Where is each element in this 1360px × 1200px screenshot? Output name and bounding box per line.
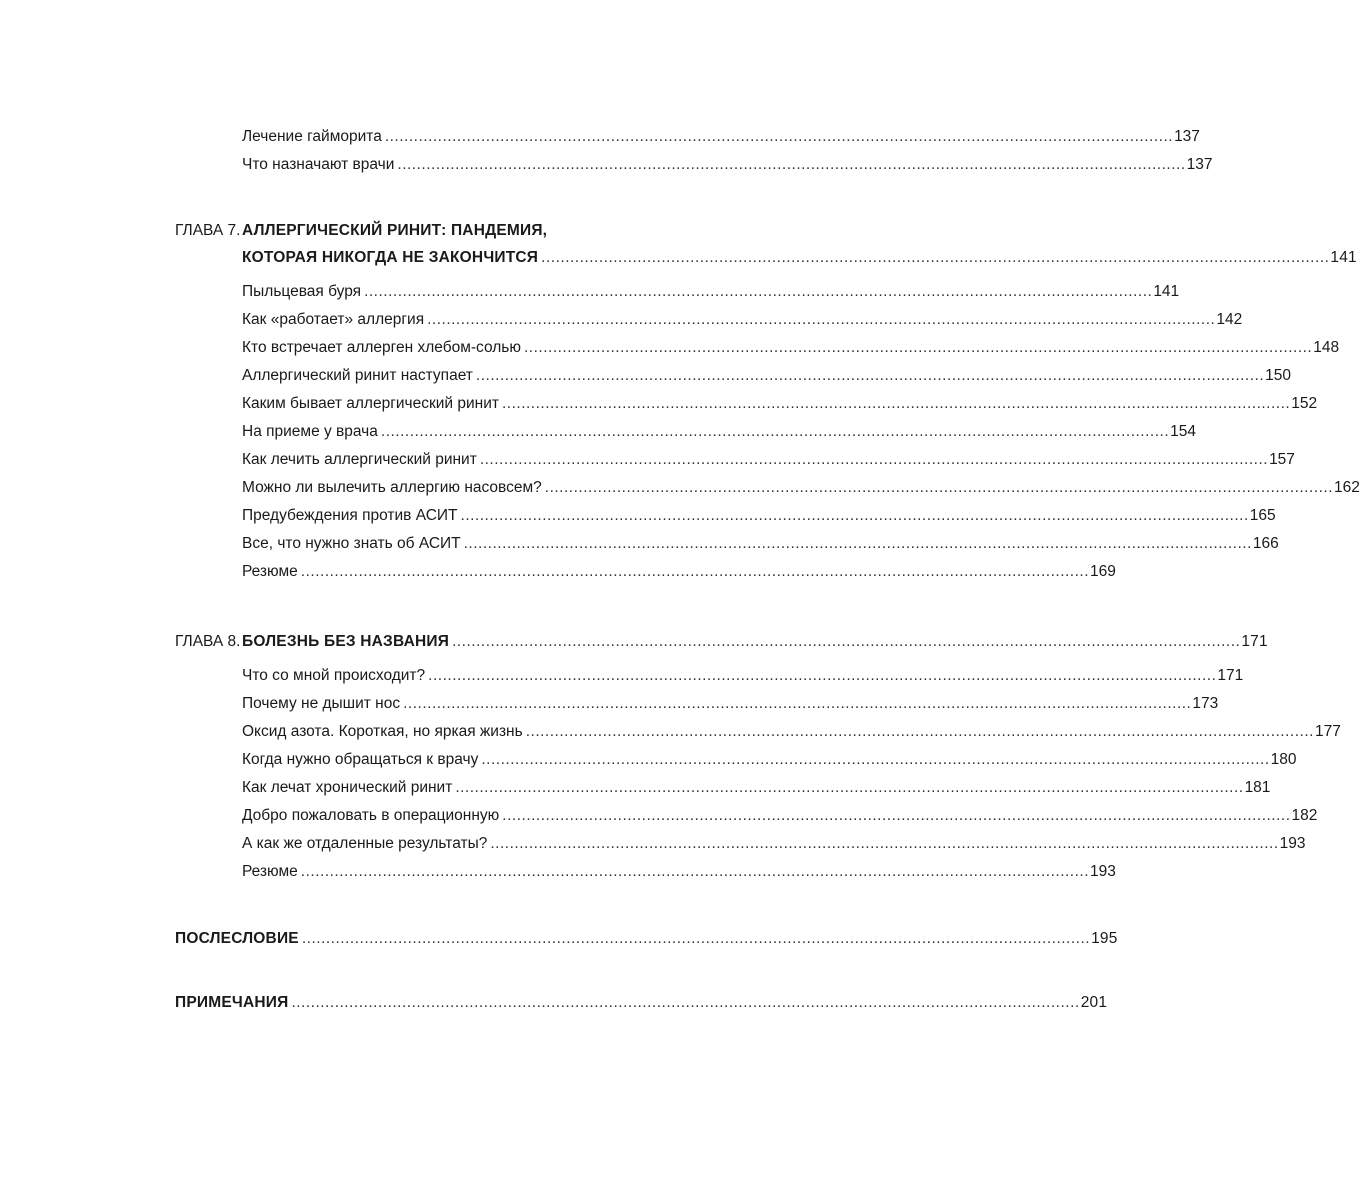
toc-entry[interactable] (242, 310, 1243, 330)
toc-entry-title: Все, что нужно знать об АСИТ (242, 535, 461, 552)
toc-entry-page: 141 (1153, 283, 1180, 300)
chapter-7-title-line2: КОТОРАЯ НИКОГДА НЕ ЗАКОНЧИТСЯ (242, 249, 539, 266)
toc-entry-title: Оксид азота. Короткая, но яркая жизнь (242, 723, 523, 740)
dot-leader: .................................................................................................................................................................... (300, 563, 1090, 580)
toc-entry[interactable] (242, 450, 1295, 470)
toc-entry-title: Как «работает» аллергия (242, 311, 425, 328)
toc-entry-page: 166 (1252, 535, 1279, 552)
dot-leader: .................................................................................................................................................................... (384, 128, 1174, 145)
toc-entry-page: 157 (1269, 451, 1295, 468)
toc-entry[interactable] (242, 694, 1219, 714)
toc-entry-page: 169 (1090, 563, 1116, 580)
chapter-7-heading[interactable] (242, 248, 1357, 268)
dot-leader: .................................................................................................................................................................... (291, 994, 1080, 1011)
toc-entry-page: 181 (1244, 779, 1271, 796)
toc-entry[interactable] (242, 506, 1276, 526)
toc-entry-title: Пыльцевая буря (242, 283, 362, 300)
toc-entry[interactable] (242, 338, 1340, 358)
notes-title: ПРИМЕЧАНИЯ (175, 994, 289, 1011)
dot-leader: .................................................................................................................................................................... (490, 835, 1279, 852)
toc-entry-title: Резюме (242, 563, 298, 580)
dot-leader: .................................................................................................................................................................... (541, 249, 1330, 266)
toc-entry-title: Каким бывает аллергический ринит (242, 395, 499, 412)
chapter-7-title-line1[interactable]: АЛЛЕРГИЧЕСКИЙ РИНИТ: ПАНДЕМИЯ, (242, 222, 548, 239)
toc-entry-title: Аллергический ринит наступает (242, 367, 473, 384)
toc-entry-page: 173 (1192, 695, 1219, 712)
afterword-title: ПОСЛЕСЛОВИЕ (175, 930, 299, 947)
toc-entry-page: 177 (1314, 723, 1341, 740)
toc-entry[interactable] (242, 127, 1200, 147)
dot-leader: .................................................................................................................................................................... (403, 695, 1192, 712)
toc-entry[interactable] (242, 534, 1279, 554)
chapter-7-label: ГЛАВА 7. (175, 222, 241, 239)
dot-leader: .................................................................................................................................................................... (460, 507, 1249, 524)
toc-entry[interactable] (242, 155, 1213, 175)
toc-entry-title: Кто встречает аллерген хлебом-солью (242, 339, 521, 356)
dot-leader: .................................................................................................................................................................... (481, 751, 1270, 768)
dot-leader: .................................................................................................................................................................... (380, 423, 1170, 440)
dot-leader: .................................................................................................................................................................... (300, 863, 1090, 880)
toc-entry[interactable] (242, 422, 1197, 442)
toc-entry-title: Резюме (242, 863, 298, 880)
dot-leader: .................................................................................................................................................................... (463, 535, 1252, 552)
chapter-7-page: 141 (1330, 249, 1357, 266)
afterword-page: 195 (1091, 930, 1118, 947)
dot-leader: .................................................................................................................................................................... (364, 283, 1153, 300)
toc-entry[interactable] (242, 666, 1244, 686)
toc-entry-title: Когда нужно обращаться к врачу (242, 751, 479, 768)
dot-leader: .................................................................................................................................................................... (502, 807, 1291, 824)
dot-leader: .................................................................................................................................................................... (544, 479, 1334, 496)
dot-leader: .................................................................................................................................................................... (427, 311, 1216, 328)
toc-entry[interactable] (242, 562, 1116, 582)
dot-leader: .................................................................................................................................................................... (479, 451, 1269, 468)
chapter-8-title: БОЛЕЗНЬ БЕЗ НАЗВАНИЯ (242, 633, 450, 650)
toc-entry-title: Что назначают врачи (242, 156, 395, 173)
dot-leader: .................................................................................................................................................................... (501, 395, 1291, 412)
toc-entry[interactable] (242, 722, 1341, 742)
toc-entry-title: Предубеждения против АСИТ (242, 507, 458, 524)
toc-entry-page: 142 (1216, 311, 1243, 328)
chapter-8-heading[interactable] (242, 632, 1268, 652)
toc-entry[interactable] (242, 834, 1306, 854)
toc-entry-page: 180 (1270, 751, 1297, 768)
dot-leader: .................................................................................................................................................................... (523, 339, 1313, 356)
toc-entry[interactable] (242, 394, 1318, 414)
dot-leader: .................................................................................................................................................................... (455, 779, 1244, 796)
toc-entry-page: 171 (1217, 667, 1244, 684)
notes-entry[interactable] (175, 993, 1108, 1013)
toc-entry[interactable] (242, 778, 1271, 798)
toc-entry[interactable] (242, 806, 1318, 826)
chapter-8-page: 171 (1241, 633, 1268, 650)
toc-entry-title: Как лечат хронический ринит (242, 779, 453, 796)
toc-entry[interactable] (242, 366, 1292, 386)
toc-entry[interactable] (242, 478, 1360, 498)
toc-entry-page: 148 (1313, 339, 1340, 356)
dot-leader: .................................................................................................................................................................... (475, 367, 1265, 384)
toc-entry-page: 182 (1291, 807, 1318, 824)
toc-entry-title: А как же отдаленные результаты? (242, 835, 488, 852)
dot-leader: .................................................................................................................................................................... (428, 667, 1217, 684)
toc-entry-title: Можно ли вылечить аллергию насовсем? (242, 479, 542, 496)
toc-entry-page: 193 (1279, 835, 1306, 852)
toc-entry-page: 193 (1090, 863, 1116, 880)
toc-entry-page: 137 (1186, 156, 1213, 173)
dot-leader: .................................................................................................................................................................... (301, 930, 1091, 947)
toc-entry[interactable] (242, 862, 1116, 882)
notes-page: 201 (1080, 994, 1108, 1011)
toc-entry[interactable] (242, 282, 1180, 302)
toc-entry-title: Лечение гайморита (242, 128, 382, 145)
toc-entry-page: 150 (1265, 367, 1292, 384)
toc-entry[interactable] (242, 750, 1297, 770)
dot-leader: .................................................................................................................................................................... (397, 156, 1186, 173)
toc-entry-page: 152 (1291, 395, 1318, 412)
dot-leader: .................................................................................................................................................................... (525, 723, 1314, 740)
toc-entry-title: Как лечить аллергический ринит (242, 451, 477, 468)
chapter-8-label: ГЛАВА 8. (175, 633, 241, 650)
toc-entry-title: На приеме у врача (242, 423, 378, 440)
toc-entry-title: Что со мной происходит? (242, 667, 426, 684)
afterword-entry[interactable] (175, 929, 1118, 949)
toc-entry-title: Добро пожаловать в операционную (242, 807, 500, 824)
toc-entry-title: Почему не дышит нос (242, 695, 401, 712)
dot-leader: .................................................................................................................................................................... (452, 633, 1241, 650)
toc-entry-page: 162 (1334, 479, 1360, 496)
toc-entry-page: 165 (1249, 507, 1276, 524)
toc-entry-page: 137 (1174, 128, 1200, 145)
toc-entry-page: 154 (1170, 423, 1197, 440)
